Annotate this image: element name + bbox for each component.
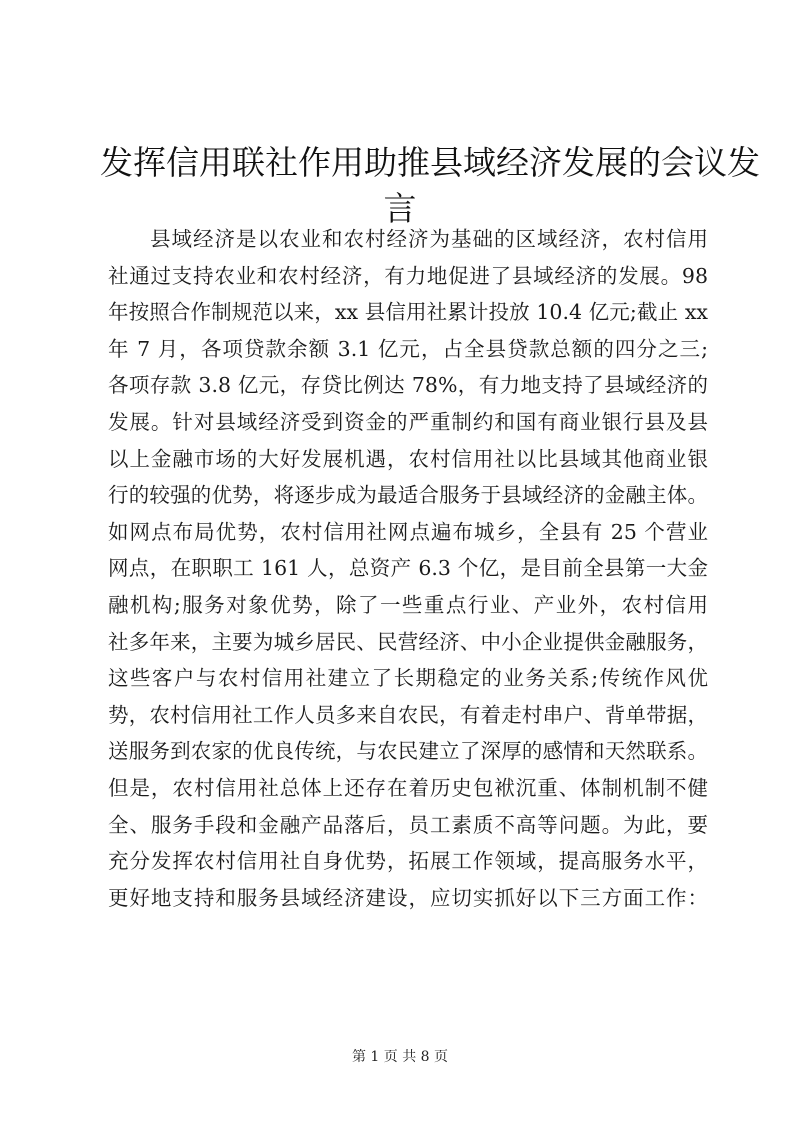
body-line: 更好地支持和服务县域经济建设，应切实抓好以下三方面工作：	[108, 885, 708, 910]
body-line: 充分发挥农村信用社自身优势，拓展工作领域，提高服务水平，	[108, 849, 708, 874]
body-line: 各项存款 3.8 亿元，存贷比例达 78%，有力地支持了县域经济的	[108, 373, 708, 398]
body-paragraph	[108, 221, 708, 916]
body-line: 势，农村信用社工作人员多来自农民，有着走村串户、背单带据，	[108, 702, 708, 727]
page-footer	[0, 1047, 800, 1067]
title-line: 发挥信用联社作用助推县域经济发展的会议发	[100, 143, 760, 182]
body-line: 但是，农村信用社总体上还存在着历史包袱沉重、体制机制不健	[108, 775, 708, 800]
body-line: 社多年来，主要为城乡居民、民营经济、中小企业提供金融服务，	[108, 629, 708, 654]
page-number-label: 第 1 页 共 8 页	[351, 1049, 449, 1065]
body-line: 全、服务手段和金融产品落后，员工素质不高等问题。为此，要	[108, 812, 708, 837]
body-line: 网点，在职职工 161 人，总资产 6.3 个亿，是目前全县第一大金	[108, 556, 708, 581]
body-line: 年按照合作制规范以来，xx 县信用社累计投放 10.4 亿元;截止 xx	[108, 300, 708, 325]
body-line: 以上金融市场的大好发展机遇，农村信用社以比县域其他商业银	[108, 446, 708, 471]
body-line: 送服务到农家的优良传统，与农民建立了深厚的感情和天然联系。	[108, 739, 708, 764]
body-line: 融机构;服务对象优势，除了一些重点行业、产业外，农村信用	[108, 592, 708, 617]
body-line: 发展。针对县域经济受到资金的严重制约和国有商业银行县及县	[108, 409, 708, 434]
body-line: 如网点布局优势，农村信用社网点遍布城乡，全县有 25 个营业	[108, 519, 708, 544]
body-line: 这些客户与农村信用社建立了长期稳定的业务关系;传统作风优	[108, 666, 708, 691]
title-line: 言	[383, 189, 417, 228]
document-title	[100, 140, 760, 232]
body-line: 年 7 月，各项贷款余额 3.1 亿元，占全县贷款总额的四分之三;	[108, 336, 708, 361]
body-line: 行的较强的优势，将逐步成为最适合服务于县域经济的金融主体。	[108, 483, 708, 508]
body-line: 社通过支持农业和农村经济，有力地促进了县域经济的发展。98	[108, 263, 708, 288]
body-line: 县域经济是以农业和农村经济为基础的区域经济，农村信用	[150, 227, 708, 251]
